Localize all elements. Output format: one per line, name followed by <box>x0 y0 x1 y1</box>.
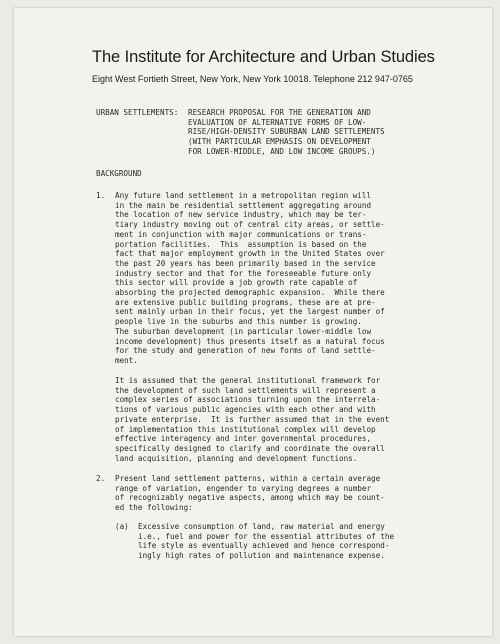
letterhead-address: Eight West Fortieth Street, New York, New York 10018. Telephone 212 947-0765 <box>92 74 413 84</box>
text-line: FOR LOWER-MIDDLE, AND LOW INCOME GROUPS.) <box>188 146 376 156</box>
text-line: the past 20 years has been primarily based in the service <box>115 258 376 268</box>
text-line: people live in the suburbs and this number is growing. <box>115 317 362 327</box>
text-line: for the study and generation of new forms of land settle- <box>115 346 376 356</box>
text-line: i.e., fuel and power for the essential attributes of the <box>138 531 395 541</box>
text-line: It is assumed that the general institutional framework for <box>115 376 381 385</box>
text-line: tions of various public agencies with each other and with <box>115 405 376 415</box>
text-line: the location of new service industry, which may be ter- <box>115 210 367 220</box>
text-line: RISE/HIGH-DENSITY SUBURBAN LAND SETTLEMENTS <box>188 127 385 137</box>
text-line: ment. <box>115 355 138 365</box>
paragraph-2-text <box>115 474 385 513</box>
item-a-marker: (a) <box>115 522 129 531</box>
subject-text <box>188 108 385 157</box>
text-line: of implementation this institutional complex will develop <box>115 424 376 434</box>
text-line: specifically designed to clarify and coordinate the overall <box>115 443 385 453</box>
text-line: Present land settlement patterns, within a certain average <box>115 474 381 483</box>
text-line: life style as eventually achieved and hence correspond- <box>138 541 390 551</box>
item-a-text <box>138 522 394 561</box>
text-line: absorbing the projected demographic expansion. While there <box>115 288 385 298</box>
text-line: effective interagency and inter governmental procedures, <box>115 434 372 444</box>
section-heading: BACKGROUND <box>96 169 142 178</box>
text-line: Excessive consumption of land, raw material and energy <box>138 522 385 531</box>
text-line: ment in conjunction with major communications or trans- <box>115 229 367 239</box>
text-line: complex series of associations turning upon the interrela- <box>115 395 381 405</box>
text-line: income development) thus presents itself as a natural focus <box>115 336 385 346</box>
paragraph-1-text <box>115 191 385 366</box>
text-line: the development of such land settlements will represent a <box>115 385 376 395</box>
text-line: this sector will provide a job growth rate capable of <box>115 278 358 288</box>
text-line: (WITH PARTICULAR EMPHASIS ON DEVELOPMENT <box>188 137 371 147</box>
text-line: in the main be residential settlement aggregating around <box>115 200 372 210</box>
subject-label: URBAN SETTLEMENTS: <box>96 108 179 117</box>
text-line: industry sector and that for the foreseeable future only <box>115 268 372 278</box>
text-line: sent mainly urban in their focus, yet the largest number of <box>115 307 385 317</box>
paragraph-1b-text <box>115 376 389 463</box>
text-line: ingly high rates of pollution and maintenance expense. <box>138 551 385 561</box>
paragraph-1-number: 1. <box>96 191 106 200</box>
text-line: EVALUATION OF ALTERNATIVE FORMS OF LOW- <box>188 117 367 127</box>
text-line: fact that major employment growth in the United States over <box>115 249 385 259</box>
paragraph-2-number: 2. <box>96 474 106 483</box>
text-line: RESEARCH PROPOSAL FOR THE GENERATION AND <box>188 108 371 117</box>
letterhead-institution: The Institute for Architecture and Urban Studies <box>92 48 435 66</box>
text-line: are extensive public building programs, these are at pre- <box>115 297 376 307</box>
text-line: Any future land settlement in a metropolitan region will <box>115 191 372 200</box>
document-page <box>14 8 492 636</box>
text-line: tiary industry moving out of central city areas, or settle- <box>115 220 385 230</box>
text-line: range of variation, engender to varying degrees a number <box>115 483 372 493</box>
text-line: ed the following: <box>115 503 193 513</box>
text-line: The suburban development (in particular lower-middle low <box>115 326 372 336</box>
text-line: portation facilities. This assumption is based on the <box>115 239 367 249</box>
text-line: of recognizably negative aspects, among which may be count- <box>115 493 385 503</box>
text-line: private enterprise. It is further assumed that in the event <box>115 414 390 424</box>
text-line: land acquisition, planning and development functions. <box>115 453 358 463</box>
